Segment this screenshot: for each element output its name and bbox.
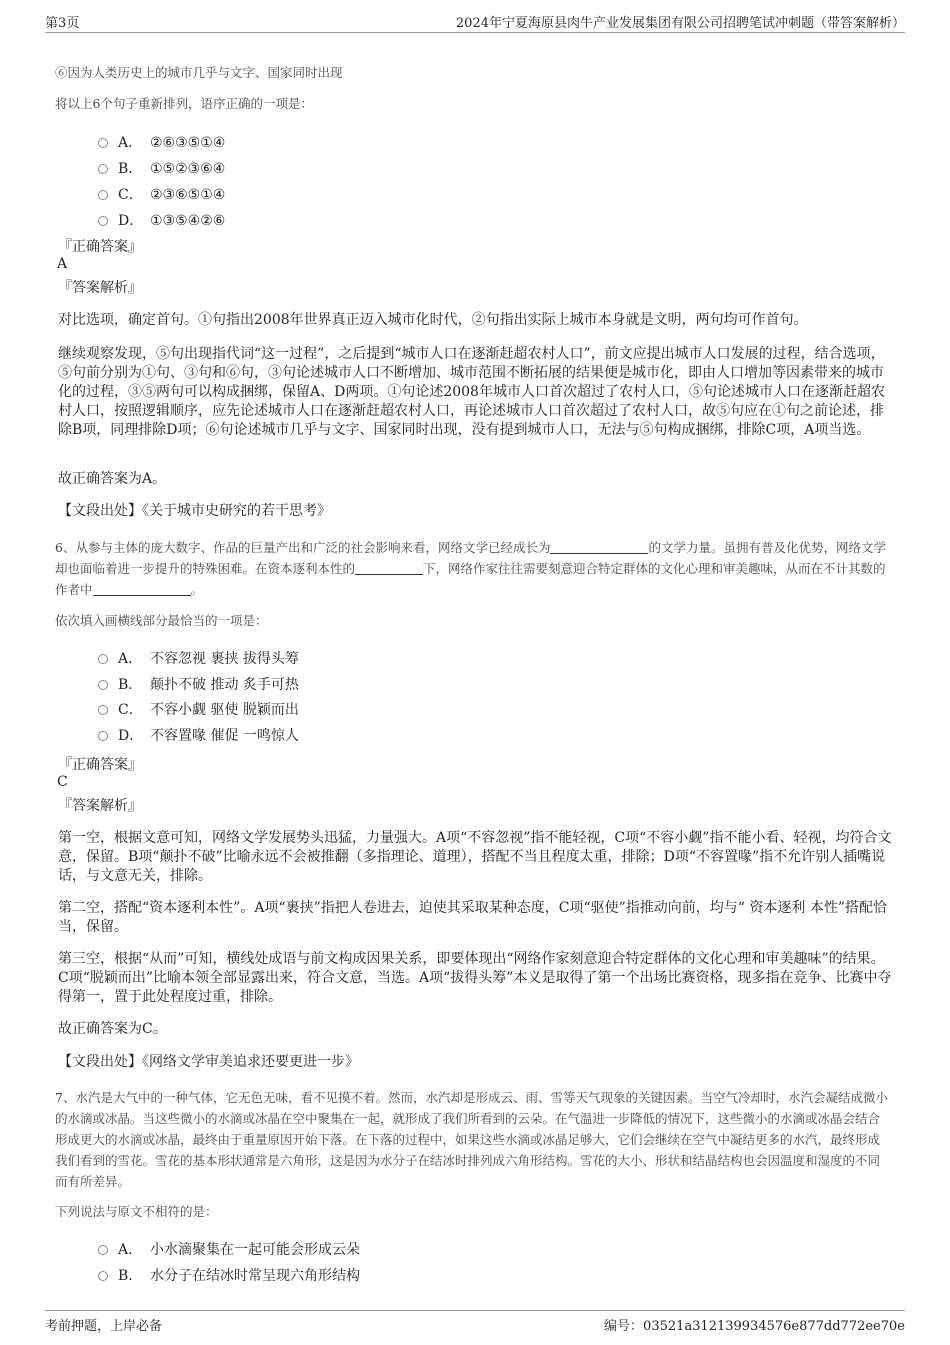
radio-icon[interactable] [98, 680, 108, 690]
q6-analysis-paragraph: 第二空，搭配“资本逐利本性”。A项“裹挟”指把人卷进去，迫使其采取某种态度，C项“驱使”指推动向前，均与“ 资本逐利 本性”搭配恰当，保留。 [58, 900, 887, 935]
radio-icon[interactable] [98, 1245, 108, 1255]
document-id: 编号：03521a312139934576e877dd772ee70e [604, 1319, 905, 1334]
q6-analysis-paragraph: 第一空，根据文意可知，网络文学发展势头迅猛，力量强大。A项“不容忽视”指不能轻视，C项“不容小觑”指不能小看、轻视，均符合文意，保留。B项“颠扑不破”比喻永远不会被推翻（多指理论、道理），搭配不当且程度太重，排除；D项“不容置喙”指不允许别人插嘴说话，与文意无关，排除。 [58, 830, 892, 884]
radio-icon[interactable] [98, 164, 108, 174]
q6-source: 【文段出处】《网络文学审美追求还要更进一步》 [58, 1054, 359, 1070]
q6-answer: C [57, 774, 68, 790]
q7-stem: 7、水汽是大气中的一种气体，它无色无味，看不见摸不着。然而，水汽却是形成云、雨、雪等天气现象的关键因素。当空气冷却时，水汽会凝结成微小的水滴或冰晶。当这些微小的水滴或冰晶在空中聚集在一起，就形成了我们所看到的云朵。在气温进一步降低的情况下，这些微小的水滴或冰晶会结合形成更大的水滴或冰晶，最终由于重量原因开始下落。在下落的过程中，如果这些水滴或冰晶足够大，它们会继续在空气中凝结更多的水汽，最终形成我们看到的雪花。雪花的基本形状通常是六角形，这是因为水分子在结冰时排列成六角形结构。雪花的大小、形状和结晶结构也会因温度和湿度的不同而有所差异。 [55, 1090, 888, 1189]
q5-option-b[interactable]: B． ①⑤②③⑥④ [98, 158, 225, 178]
q5-prompt: 将以上6个句子重新排列，语序正确的一项是： [55, 96, 313, 111]
radio-icon[interactable] [98, 705, 108, 715]
q7-prompt: 下列说法与原文不相符的是： [55, 1204, 218, 1219]
q6-analysis-paragraph: 第三空，根据“从而”可知，横线处成语与前文构成因果关系，即要体现出“网络作家刻意迎合特定群体的文化心理和审美趣味”的结果。C项“脱颖而出”比喻本领全部显露出来，符合文意，当选。A项“拔得头筹”本义是取得了第一个出场比赛资格，现多指在竞争、比赛中夺得第一，置于此处程度过重，排除。 [58, 951, 892, 1005]
radio-icon[interactable] [98, 731, 108, 741]
q5-answer: A [57, 256, 68, 272]
q6-stem: 6、从参与主体的庞大数字、作品的巨量产出和广泛的社会影响来看，网络文学已经成长为 的文学力量。虽拥有普及化优势，网络文学却也面临着进一步提升的特殊困难。在资本逐利本性的 下，网络作家往往需要刻意迎合特定群体的文化心理和审美趣味，从而在不计其数的作者中 。 [55, 540, 886, 597]
blank-line [93, 582, 191, 596]
radio-icon[interactable] [98, 138, 108, 148]
q5-answer-label: 『正确答案』 [58, 239, 142, 255]
q5-option-a[interactable]: A． ②⑥③⑤①④ [98, 132, 225, 152]
q5-analysis-paragraph: 继续观察发现，⑤句出现指代词“这一过程”，之后提到“城市人口在逐渐赶超农村人口”，前文应提出城市人口发展的过程，结合选项，⑤句前分别为①句、③句和⑥句，③句论述城市人口不断增加、城市范围不断拓展的结果便是城市化，即由人口增加等因素带来的城市化的过程，③⑤两句可以构成捆绑，保留A、D两项。①句论述2008年城市人口首次超过了农村人口，⑤句论述城市人口在逐渐赶超农村人口，按照逻辑顺序，应先论述城市人口在逐渐赶超农村人口，再论述城市人口首次超过了农村人口，故⑤句应在①句之前论述，排除B项，同理排除D项；⑥句论述城市几乎与文字、国家同时出现，没有提到城市人口，无法与⑤句构成捆绑，排除C项，A项当选。 [58, 346, 885, 438]
q6-option-b[interactable]: B． 颠扑不破 推动 炙手可热 [98, 674, 299, 694]
q6-option-a[interactable]: A． 不容忽视 裹挟 拔得头筹 [98, 648, 299, 668]
q6-prompt: 依次填入画横线部分最恰当的一项是： [55, 613, 268, 628]
document-title: 2024年宁夏海原县肉牛产业发展集团有限公司招聘笔试冲刺题（带答案解析） [455, 16, 905, 31]
radio-icon[interactable] [98, 216, 108, 226]
q7-option-b[interactable]: B． 水分子在结冰时常呈现六角形结构 [98, 1265, 360, 1285]
page-header [45, 12, 905, 33]
blank-line [550, 540, 648, 554]
blank-line [355, 561, 423, 575]
q5-analysis-label: 『答案解析』 [58, 280, 142, 296]
q6-option-d[interactable]: D． 不容置喙 催促 一鸣惊人 [98, 725, 299, 745]
radio-icon[interactable] [98, 654, 108, 664]
q5-analysis-conclusion: 故正确答案为A。 [58, 471, 167, 487]
q7-option-a[interactable]: A． 小水滴聚集在一起可能会形成云朵 [98, 1239, 360, 1259]
page-number: 第3页 [45, 16, 80, 31]
q5-option-d[interactable]: D． ①③⑤④②⑥ [98, 210, 225, 230]
footer-slogan: 考前押题，上岸必备 [45, 1319, 163, 1334]
radio-icon[interactable] [98, 1271, 108, 1281]
q6-analysis-label: 『答案解析』 [58, 798, 142, 814]
q6-analysis-conclusion: 故正确答案为C。 [58, 1021, 167, 1037]
q5-analysis-paragraph: 对比选项，确定首句。①句指出2008年世界真正迈入城市化时代，②句指出实际上城市本身就是文明，两句均可作首句。 [58, 312, 808, 328]
q6-answer-label: 『正确答案』 [58, 757, 142, 773]
q5-source: 【文段出处】《关于城市史研究的若干思考》 [58, 503, 331, 519]
q5-sentence-6: ⑥因为人类历史上的城市几乎与文字、国家同时出现 [55, 65, 343, 80]
q5-option-c[interactable]: C． ②③⑥⑤①④ [98, 184, 225, 204]
radio-icon[interactable] [98, 190, 108, 200]
page-footer [45, 1310, 905, 1335]
q6-option-c[interactable]: C． 不容小觑 驱使 脱颖而出 [98, 699, 299, 719]
